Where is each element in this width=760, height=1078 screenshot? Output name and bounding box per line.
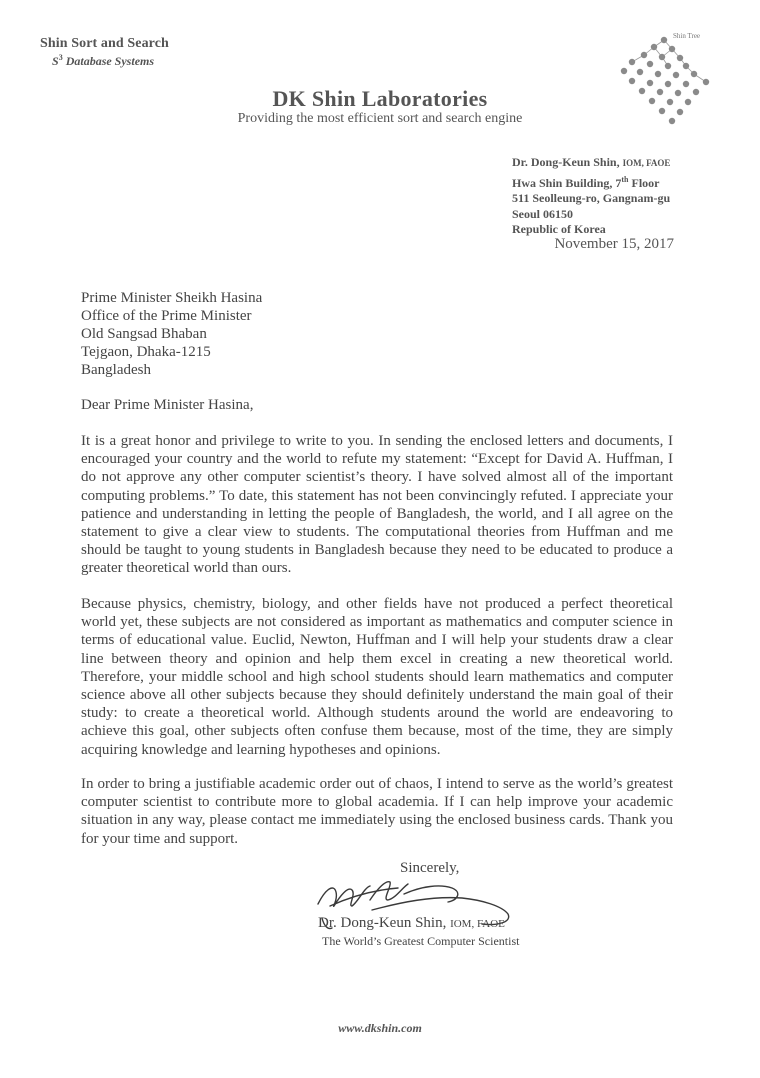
brand-name: Shin Sort and Search	[40, 36, 169, 51]
page-title: DK Shin Laboratories	[272, 86, 488, 111]
valediction: Sincerely,	[400, 860, 460, 876]
logo-label: Shin Tree	[673, 32, 701, 40]
body-paragraph-3: In order to bring a justifiable academic order out of chaos, I intend to serve as the world’s greatest computer scientist to contribute more to global academia. If I can help improve your academic situation in any way, please contact me immediately using the enclosed business cards. Thank you for your time and support.	[81, 776, 673, 847]
logo-node	[669, 46, 675, 52]
brand-tagline: $S^3$ Database Systems	[52, 53, 155, 68]
salutation: Dear Prime Minister Hasina,	[81, 397, 254, 413]
body-paragraph-1: It is a great honor and privilege to write to you. In sending the enclosed letters and documents, I encouraged your country and the world to refute my statement: “Except for David A. Huffman, I do not approve any other computer scientist’s theory. I have solved almost all of the important computing problems.” To date, this statement has not been convincingly refuted. I appreciate your patience and understanding in letting the people of Bangladesh, the world, and I all agree on the statement to give a clear view to students. The computational theories from Huffman and me should be taught to young students in Bangladesh because they need to be educated to produce a greater theoretical world than ours.	[81, 433, 673, 577]
sender-street-line: 511 Seolleung-ro, Gangnam-gu	[512, 191, 671, 206]
recipient-line: Office of the Prime Minister	[81, 308, 252, 324]
logo-node	[703, 79, 709, 85]
logo-node	[629, 78, 635, 84]
logo-node	[641, 52, 647, 58]
logo-node	[655, 71, 661, 77]
brand-block	[40, 36, 169, 69]
signatory-name: Dr. Dong-Keun Shin, IOM, FAOE	[318, 915, 505, 931]
recipient-address	[81, 289, 262, 379]
logo-node	[651, 44, 657, 50]
body-paragraph-2: Because physics, chemistry, biology, and other fields have not produced a perfect theoretical world yet, these subjects are not considered as important as mathematics and computer science in terms of educational value. Euclid, Newton, Huffman and I will help your students draw a clear line between theory and opinion and help them excel in creating a new theoretical world. Therefore, your middle school and high school students should learn mathematics and computer science above all other subjects because they should definitely understand the main goal of their study: to create a theoretical world. Although students around the world are endeavoring to achieve this goal, other subjects often confuse them because, most of the time, they are simply acquiring knowledge and learning hypotheses and opinions.	[81, 596, 673, 758]
logo-node	[621, 68, 627, 74]
recipient-line: Bangladesh	[81, 362, 151, 378]
sender-country-line: Republic of Korea	[512, 222, 606, 237]
logo-node	[691, 71, 697, 77]
page-subtitle: Providing the most efficient sort and search engine	[237, 111, 523, 126]
logo-node	[673, 72, 679, 78]
logo-node	[683, 63, 689, 69]
recipient-line: Tejgaon, Dhaka-1215	[81, 344, 211, 360]
signatory-title: The World’s Greatest Computer Scientist	[322, 934, 520, 948]
sender-address	[512, 155, 670, 238]
logo-node	[629, 59, 635, 65]
logo-node	[659, 54, 665, 60]
logo-node	[637, 69, 643, 75]
website-link[interactable]: www.dkshin.com	[338, 1021, 422, 1035]
letter-date: November 15, 2017	[554, 236, 674, 252]
recipient-line: Prime Minister Sheikh Hasina	[81, 290, 263, 306]
logo-node	[647, 61, 653, 67]
sender-building-line: Hwa Shin Building, 7th Floor	[512, 174, 660, 190]
logo-node	[665, 63, 671, 69]
logo-node	[677, 55, 683, 61]
sender-city-line: Seoul 06150	[512, 206, 574, 221]
sender-name-line: Dr. Dong-Keun Shin, IOM, FAOE	[512, 155, 671, 169]
recipient-line: Old Sangsad Bhaban	[81, 326, 207, 342]
logo-node	[661, 37, 667, 43]
